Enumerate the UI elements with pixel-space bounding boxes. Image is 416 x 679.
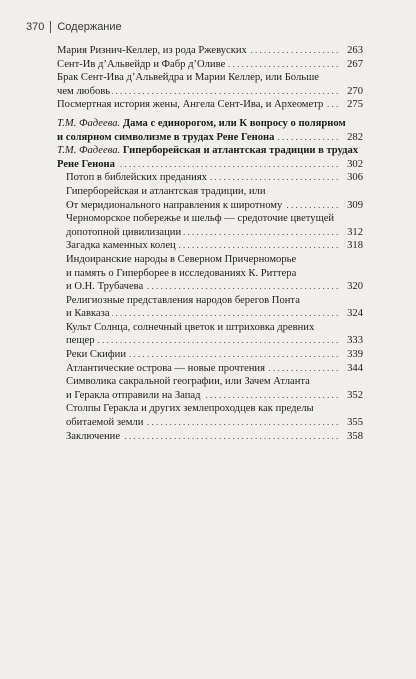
entry-title-line — [66, 362, 339, 376]
entry-page-number: 306 — [347, 172, 363, 184]
entry-title: Гиперборейская и атлантская традиции, или — [66, 185, 266, 197]
entry-title: Заключение — [66, 430, 121, 442]
entry-title-line — [66, 239, 339, 253]
entry-title-line — [57, 44, 339, 58]
entry-title: чем любовь — [57, 85, 111, 97]
entry-title-line — [66, 430, 339, 444]
entry-title: Черноморское побережье и шельф — средоточие цветущей — [66, 213, 335, 225]
toc-entry[interactable] — [57, 430, 363, 444]
entry-title: Посмертная история жены, Ангела Сент-Ива, и Археометр — [57, 99, 324, 111]
toc-entry[interactable] — [57, 375, 363, 402]
entry-title: Атлантические острова — новые прочтения — [66, 362, 265, 374]
toc-entry[interactable] — [57, 44, 363, 58]
entry-title: Брак Сент-Ива д’Альвейдра и Марии Келлер, или Больше — [57, 72, 319, 84]
entry-page-number: 324 — [347, 308, 363, 320]
entry-title-line — [66, 402, 339, 416]
entry-title-line — [57, 85, 339, 99]
entry-page-number: 270 — [347, 85, 363, 97]
running-header — [26, 21, 122, 33]
toc-entry[interactable] — [57, 98, 363, 112]
toc-entry[interactable] — [57, 117, 363, 144]
entry-title: Символика сакральной географии, или Зачем Атланта — [66, 376, 310, 388]
entry-title-line — [66, 185, 339, 199]
entry-author: Т.М. Фадеева. — [57, 117, 123, 129]
entry-title-line — [57, 117, 346, 131]
entry-page-number: 302 — [347, 158, 363, 170]
entry-title-line — [57, 158, 339, 172]
entry-title-line — [66, 348, 339, 362]
entry-title: обитаемой земли — [66, 417, 144, 429]
toc-entry[interactable] — [57, 402, 363, 429]
entry-page-number: 333 — [347, 335, 363, 347]
entry-author: Т.М. Фадеева. — [57, 145, 123, 157]
entry-title-line — [66, 389, 339, 403]
entry-title-line — [66, 294, 339, 308]
toc-entry[interactable] — [57, 321, 363, 348]
entry-title-line — [57, 144, 359, 158]
entry-title-line — [66, 253, 339, 267]
entry-title: Реки Скифии — [66, 349, 127, 361]
entry-page-number: 352 — [347, 389, 363, 401]
entry-title-line — [57, 58, 339, 72]
entry-title: Потоп в библейских преданиях — [66, 172, 207, 184]
entry-page-number: 355 — [347, 417, 363, 429]
entry-page-number: 339 — [347, 349, 363, 361]
entry-title-line — [66, 321, 339, 335]
entry-title-line — [66, 212, 339, 226]
entry-title: Столпы Геракла и других землепроходцев как пределы — [66, 403, 314, 415]
entry-title: и Геракла отправили на Запад — [66, 389, 201, 401]
entry-title: От меридионального направления к широтному — [66, 199, 283, 211]
entry-title: Религиозные представления народов берегов Понта — [66, 294, 300, 306]
entry-page-number: 312 — [347, 226, 363, 238]
entry-page-number: 318 — [347, 240, 363, 252]
entry-title: допотопной цивилизации — [66, 226, 182, 238]
entry-page-number: 309 — [347, 199, 363, 211]
entry-title: и память о Гиперборее в исследованиях К. Риттера — [66, 267, 297, 279]
page-number: 370 — [26, 21, 45, 33]
entry-title-line — [66, 199, 339, 213]
entry-title: Индоиранские народы в Северном Причерноморье — [66, 253, 297, 265]
entry-title: Рене Генона — [57, 158, 115, 170]
header-divider — [50, 21, 51, 33]
toc-entry[interactable] — [57, 171, 363, 185]
entry-title-line — [57, 98, 339, 112]
entry-title-line — [66, 280, 339, 294]
entry-title: и солярном символизме в трудах Рене Генона — [57, 131, 275, 143]
entry-page-number: 263 — [347, 45, 363, 56]
toc-entry[interactable] — [57, 239, 363, 253]
entry-title: Культ Солнца, солнечный цветок и штриховка древних — [66, 321, 315, 333]
toc-entry[interactable] — [57, 144, 363, 171]
toc-entry[interactable] — [57, 58, 363, 72]
header-title: Содержание — [57, 21, 122, 33]
entry-page-number: 282 — [347, 131, 363, 143]
entry-title: и О.Н. Трубачева — [66, 281, 144, 293]
toc-entry[interactable] — [57, 212, 363, 239]
entry-title: Дама с единорогом, или К вопросу о полярном — [122, 117, 346, 129]
entry-title-line — [57, 71, 339, 85]
entry-title: Гиперборейская и атлантская традиции в трудах — [122, 145, 359, 157]
toc-entry[interactable] — [57, 185, 363, 212]
table-of-contents — [57, 44, 363, 443]
toc-entry[interactable] — [57, 294, 363, 321]
entry-title-line — [66, 267, 339, 281]
entry-title-line — [66, 226, 339, 240]
entry-title: и Кавказа — [66, 308, 110, 320]
entry-title: Загадка каменных колец — [66, 240, 176, 252]
entry-title: пещер — [66, 335, 95, 347]
entry-title-line — [66, 375, 339, 389]
entry-title-line — [66, 307, 339, 321]
entry-title: Мария Ризнич-Келлер, из рода Ржевуских — [57, 45, 247, 56]
toc-entry[interactable] — [57, 348, 363, 362]
entry-title-line — [57, 131, 339, 145]
entry-page-number: 344 — [347, 362, 363, 374]
entry-title-line — [66, 171, 339, 185]
toc-entry[interactable] — [57, 362, 363, 376]
toc-entry[interactable] — [57, 71, 363, 98]
entry-page-number: 358 — [347, 430, 363, 442]
entry-page-number: 275 — [347, 99, 363, 111]
entry-page-number: 320 — [347, 281, 363, 293]
toc-entry[interactable] — [57, 253, 363, 294]
entry-title-line — [66, 416, 339, 430]
entry-title: Сент-Ив д’Альвейдр и Фабр д’Оливе — [57, 58, 226, 70]
entry-title-line — [66, 334, 339, 348]
entry-page-number: 267 — [347, 58, 363, 70]
